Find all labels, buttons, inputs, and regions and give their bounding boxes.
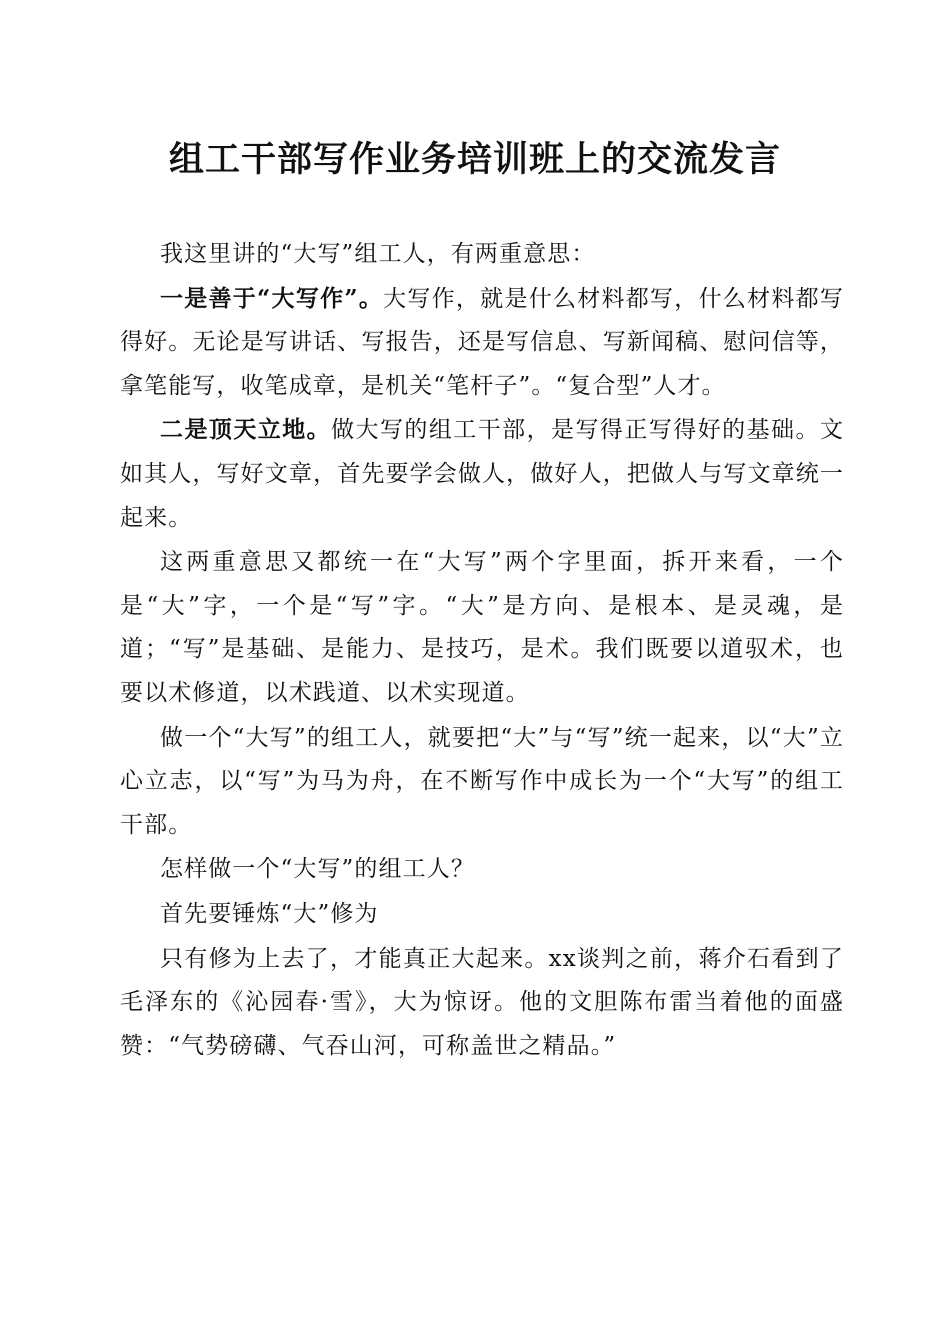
paragraph — [120, 892, 844, 937]
document-title: 组工干部写作业务培训班上的交流发言 — [168, 139, 781, 180]
document-body — [120, 232, 844, 1068]
paragraph — [120, 937, 844, 1069]
paragraph — [120, 716, 844, 848]
paragraph — [120, 277, 844, 409]
paragraph-text: 大写作，就是什么材料都写，什么材料都写得好。无论是写讲话、写报告，还是写信息、写新闻稿、慰问信等，拿笔能写，收笔成章，是机关“笔杆子”。“复合型”人才。 — [120, 285, 844, 399]
paragraph-text: 做一个“大写”的组工人，就要把“大”与“写”统一起来，以“大”立心立志，以“写”为马为舟，在不断写作中成长为一个“大写”的组工干部。 — [120, 724, 844, 838]
paragraph-lead: 一是善于“大写作”。 — [160, 284, 384, 312]
paragraph-text: 只有修为上去了，才能真正大起来。xx谈判之前，蒋介石看到了毛泽东的《沁园春·雪》，大为惊讶。他的文胆陈布雷当着他的面盛赞：“气势磅礴、气吞山河，可称盖世之精品。” — [120, 945, 844, 1059]
paragraph — [120, 408, 844, 540]
paragraph-text: 我这里讲的“大写”组工人，有两重意思： — [160, 241, 596, 267]
paragraph-text: 这两重意思又都统一在“大写”两个字里面，拆开来看，一个是“大”字，一个是“写”字。“大”是方向、是根本、是灵魂，是道；“写”是基础、是能力、是技巧，是术。我们既要以道驭术，也要以术修道，以术践道、以术实现道。 — [120, 549, 844, 706]
paragraph-text: 怎样做一个“大写”的组工人？ — [160, 856, 475, 883]
paragraph-lead: 二是顶天立地。 — [160, 416, 332, 444]
paragraph-text: 做大写的组工干部，是写得正写得好的基础。文如其人，写好文章，首先要学会做人，做好人，把做人与写文章统一起来。 — [120, 417, 844, 531]
paragraph — [120, 847, 844, 892]
paragraph-text: 首先要锤炼“大”修为 — [160, 900, 379, 927]
paragraph — [120, 540, 844, 715]
paragraph — [120, 232, 844, 277]
